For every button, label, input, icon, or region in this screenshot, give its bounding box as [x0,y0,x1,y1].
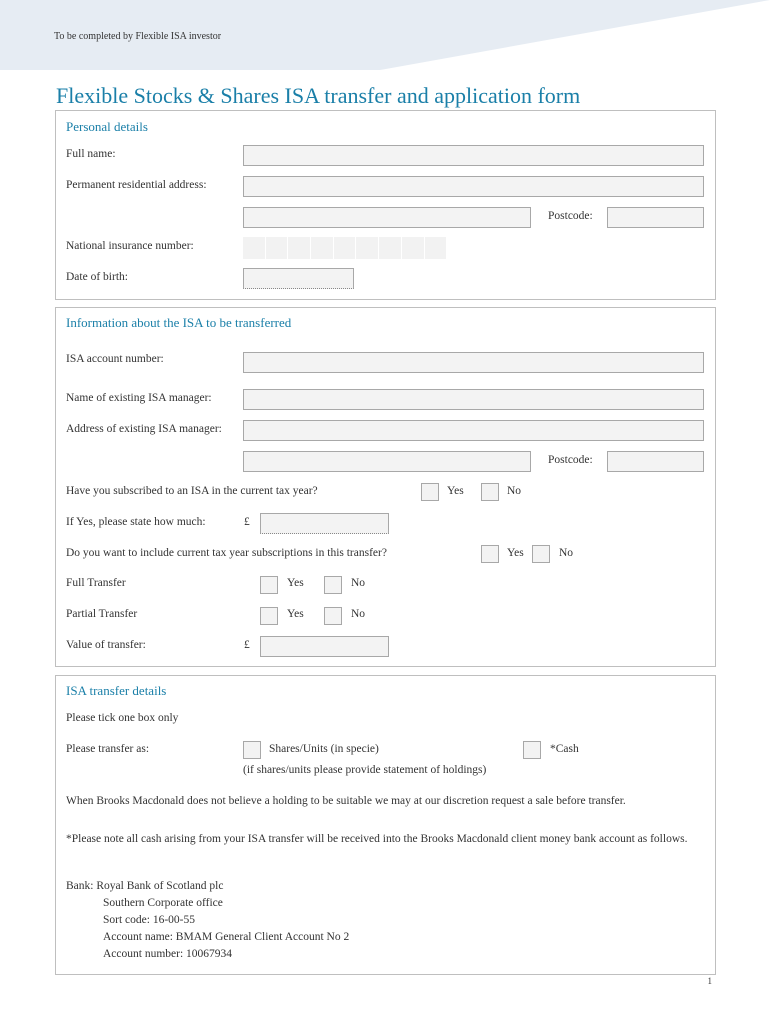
form-title: Flexible Stocks & Shares ISA transfer and application form [56,83,581,108]
manager-name-label: Name of existing ISA manager: [66,392,212,404]
manager-name-input[interactable] [243,389,704,410]
isa-info-title: Information about the ISA to be transferred [66,315,292,330]
subscribed-no-checkbox[interactable] [481,483,499,501]
full-name-label: Full name: [66,148,116,160]
transfer-value-input[interactable] [260,636,389,657]
page-number: 1 [707,976,712,986]
partial-transfer-no-label: No [351,608,366,620]
manager-postcode-input[interactable] [607,451,704,472]
ni-cell[interactable] [288,237,311,259]
include-question: Do you want to include current tax year subscriptions in this transfer? [66,547,387,559]
manager-address-line1-input[interactable] [243,420,704,441]
manager-address-label: Address of existing ISA manager: [66,423,222,435]
shares-note: (if shares/units please provide statement of holdings) [243,764,487,776]
subscribed-yes-checkbox[interactable] [421,483,439,501]
full-transfer-yes-checkbox[interactable] [260,576,278,594]
ni-cell[interactable] [356,237,379,259]
manager-address-line2-input[interactable] [243,451,531,472]
postcode-input[interactable] [607,207,704,228]
account-name: Account name: BMAM General Client Account No 2 [103,931,350,943]
full-name-input[interactable] [243,145,704,166]
ni-number-input[interactable] [243,237,449,259]
personal-details-section [55,110,716,300]
isa-account-input[interactable] [243,352,704,373]
transfer-details-title: ISA transfer details [66,683,167,698]
subscribed-question: Have you subscribed to an ISA in the current tax year? [66,485,318,497]
cash-option-label: *Cash [550,743,579,755]
suitability-paragraph: When Brooks Macdonald does not believe a holding to be suitable we may at our discretion request a sale before transfer. [66,795,626,807]
full-transfer-no-checkbox[interactable] [324,576,342,594]
bank-office: Southern Corporate office [103,897,223,909]
shares-checkbox[interactable] [243,741,261,759]
dob-input[interactable] [243,268,354,289]
partial-transfer-yes-checkbox[interactable] [260,607,278,625]
address-line1-input[interactable] [243,176,704,197]
include-no-checkbox[interactable] [532,545,550,563]
partial-transfer-label: Partial Transfer [66,608,138,620]
cash-checkbox[interactable] [523,741,541,759]
ni-cell[interactable] [425,237,448,259]
ni-cell[interactable] [266,237,289,259]
dob-label: Date of birth: [66,271,128,283]
include-yes-label: Yes [507,547,524,559]
ni-cell[interactable] [311,237,334,259]
ni-cell[interactable] [243,237,266,259]
sort-code: Sort code: 16-00-55 [103,914,195,926]
manager-postcode-label: Postcode: [548,454,593,466]
if-yes-label: If Yes, please state how much: [66,516,206,528]
shares-option-label: Shares/Units (in specie) [269,743,379,755]
subscribed-yes-label: Yes [447,485,464,497]
value-currency-symbol: £ [244,639,250,651]
transfer-as-label: Please transfer as: [66,743,150,755]
value-label: Value of transfer: [66,639,146,651]
account-number: Account number: 10067934 [103,948,233,960]
partial-transfer-yes-label: Yes [287,608,304,620]
partial-transfer-no-checkbox[interactable] [324,607,342,625]
full-transfer-label: Full Transfer [66,577,126,589]
full-transfer-no-label: No [351,577,366,589]
cash-note-paragraph: *Please note all cash arising from your ISA transfer will be received into the Brooks Macdonald client money bank account as follows. [66,833,688,845]
ni-cell[interactable] [334,237,357,259]
tick-one-instruction: Please tick one box only [66,712,179,724]
ni-cell[interactable] [379,237,402,259]
include-no-label: No [559,547,574,559]
include-yes-checkbox[interactable] [481,545,499,563]
full-transfer-yes-label: Yes [287,577,304,589]
currency-symbol: £ [244,516,250,528]
subscription-amount-input[interactable] [260,513,389,534]
personal-details-title: Personal details [66,119,148,134]
address-label: Permanent residential address: [66,179,207,191]
completion-note: To be completed by Flexible ISA investor [54,31,222,42]
bank-name: Bank: Royal Bank of Scotland plc [66,880,224,892]
ni-cell[interactable] [402,237,425,259]
postcode-label: Postcode: [548,210,593,222]
address-line2-input[interactable] [243,207,531,228]
ni-label: National insurance number: [66,240,194,252]
subscribed-no-label: No [507,485,522,497]
isa-account-label: ISA account number: [66,353,164,365]
